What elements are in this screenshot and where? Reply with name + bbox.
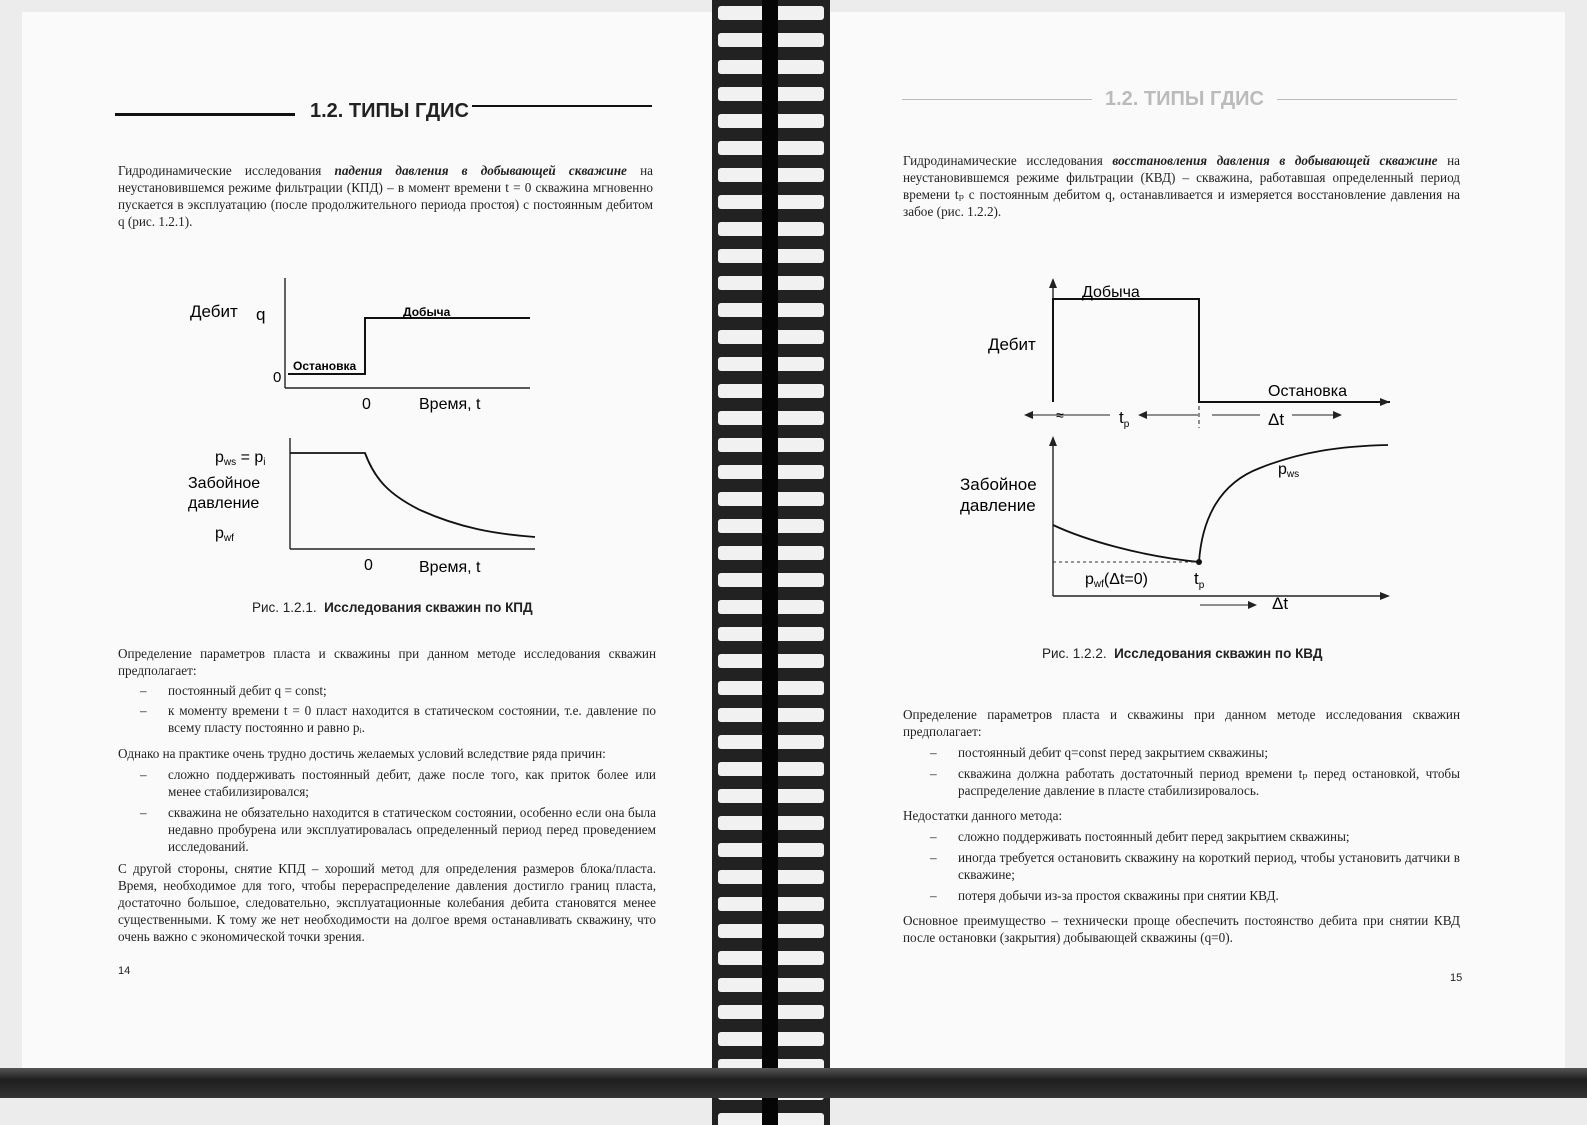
list-item: – скважина не обязательно находится в статическом состоянии, особенно если она была недавно пробурена или эксплуатировалась определенный период перед проведением исследований.	[140, 805, 656, 854]
stop-label: Остановка	[1268, 383, 1347, 400]
pwf-label: pwf(Δt=0)	[1085, 571, 1148, 590]
list-item: – постоянный дебит q = const;	[140, 683, 327, 698]
paragraph-conditions-right: Определение параметров пласта и скважины при данном методе исследования скважин предполагает:	[903, 707, 1460, 739]
dt-label: Δt	[1268, 410, 1285, 429]
q-label: q	[256, 305, 266, 324]
break-symbol: ≈	[1056, 407, 1064, 423]
pressure-decline-curve	[290, 453, 535, 537]
production-label: Добыча	[1082, 284, 1140, 301]
shut-in-point	[1196, 559, 1202, 565]
page-number-right: 15	[1450, 972, 1463, 984]
figure-caption-left: Рис. 1.2.1. Исследования скважин по КПД	[252, 600, 533, 615]
zero-rate-label: 0	[273, 369, 282, 386]
pressure-axis-label-1: Забойное	[960, 475, 1037, 494]
figure-caption-right: Рис. 1.2.2. Исследования скважин по КВД	[1042, 646, 1323, 661]
paragraph-advantage-left: С другой стороны, снятие КПД – хороший метод для определения размеров блока/пласта. Время, необходимое для того, чтобы перераспределение давления достигло границ пласта, достаточно большое, следовательно, эксплуатационные колебания дебита становятся менее существенными. К тому же нет необходимости на долгое время останавливать скважину, что очень важно с экономической точки зрения.	[118, 861, 656, 944]
rate-axis-label: Дебит	[190, 302, 238, 321]
time-zero-label: 0	[362, 396, 371, 413]
paragraph-drawbacks-right: Недостатки данного метода:	[903, 808, 1063, 823]
pressure-axis-label-2: давление	[188, 495, 260, 512]
pws-eq-pi-label: pws = pi	[215, 449, 266, 468]
rate-axis-label: Дебит	[988, 335, 1036, 354]
buildup-curve	[1199, 445, 1388, 562]
page-number-left: 14	[118, 965, 131, 977]
list-item: – иногда требуется остановить скважину на короткий период, чтобы установить датчики в скважине;	[930, 850, 1460, 882]
dt-label-2: Δt	[1272, 594, 1289, 613]
figure-1-2-2	[950, 278, 1410, 618]
binding-spine	[762, 0, 778, 1125]
list-item: – потеря добычи из-за простоя скважины при снятии КВД.	[930, 888, 1279, 903]
drawdown-curve	[1053, 525, 1199, 562]
time-zero-label-2: 0	[364, 557, 373, 574]
spiral-binding	[712, 0, 830, 1125]
list-item: – сложно поддерживать постоянный дебит перед закрытием скважины;	[930, 829, 1350, 844]
title-rule-right-a	[902, 99, 1092, 100]
production-label: Добыча	[403, 305, 451, 319]
title-rule-left-a	[115, 113, 295, 116]
tp-label: $t_p$	[1119, 408, 1130, 430]
intro-paragraph-right: Гидродинамические исследования восстановления давления в добывающей скважине на неустановившемся режиме фильтрации (КВД) – скважина, работавшая определенный период времени tₚ с постоянным дебитом q, останавливается и измеряется восстановление давления на забое (рис. 1.2.2).	[903, 153, 1460, 219]
list-item: – скважина должна работать достаточный период времени tₚ перед остановкой, чтобы распределение давление в пласте стабилизировалось.	[930, 766, 1460, 798]
paragraph-conditions-left: Определение параметров пласта и скважины при данном методе исследования скважин предполагает:	[118, 646, 656, 678]
section-title-left: 1.2. ТИПЫ ГДИС	[310, 100, 469, 122]
title-rule-left-b	[472, 105, 652, 107]
time-axis-label: Время, t	[419, 396, 481, 413]
scanner-shadow-band	[0, 1068, 1587, 1098]
list-item: – к моменту времени t = 0 пласт находится в статическом состоянии, т.е. давление по всему пласту постоянно и равно pᵢ.	[140, 703, 656, 735]
intro-paragraph-left: Гидродинамические исследования падения давления в добывающей скважине на неустановившемся режиме фильтрации (КПД) – в момент времени t = 0 скважина мгновенно пускается в эксплуатацию (после продолжительного периода простоя) с постоянным дебитом q (рис. 1.2.1).	[118, 163, 653, 229]
paragraph-reasons-left: Однако на практике очень трудно достичь желаемых условий вследствие ряда причин:	[118, 746, 606, 761]
paragraph-advantage-right: Основное преимущество – технически проще обеспечить постоянство дебита при снятии КВД после остановки (закрытия) добывающей скважины (q=0).	[903, 913, 1460, 945]
time-axis-arrow	[1380, 398, 1390, 406]
title-rule-right-b	[1277, 99, 1457, 100]
rate-axis-arrow	[1049, 278, 1057, 288]
tp-label-2: $t_p$	[1194, 569, 1205, 591]
pws-label: pws	[1278, 461, 1300, 480]
section-title-right: 1.2. ТИПЫ ГДИС	[1105, 88, 1264, 110]
pressure-axis-label-1: Забойное	[188, 475, 261, 492]
figure-1-2-1	[160, 270, 560, 590]
list-item: – сложно поддерживать постоянный дебит, даже после того, как приток более или менее стабилизировался;	[140, 767, 656, 799]
list-item: – постоянный дебит q=const перед закрытием скважины;	[930, 745, 1269, 760]
stop-label: Остановка	[293, 359, 357, 373]
pwf-label: pwf	[215, 525, 234, 544]
time-axis-label-2: Время, t	[419, 559, 481, 576]
pressure-axis-label-2: давление	[960, 496, 1036, 515]
